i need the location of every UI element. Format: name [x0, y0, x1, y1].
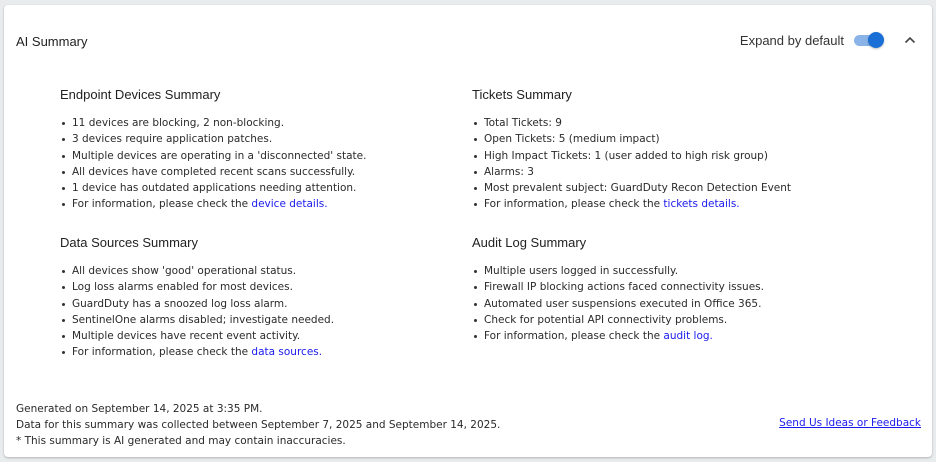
- collapse-button[interactable]: [902, 32, 918, 48]
- link-prefix: For information, please check the: [484, 330, 664, 343]
- tickets-details-link[interactable]: tickets details.: [663, 198, 740, 211]
- section-title: Audit Log Summary: [472, 235, 587, 250]
- list-item: Most prevalent subject: GuardDuty Recon Detection Event: [484, 180, 872, 196]
- section-title: Data Sources Summary: [60, 235, 198, 250]
- audit-log-list: [472, 263, 872, 344]
- link-prefix: For information, please check the: [72, 346, 252, 359]
- list-item: All devices have completed recent scans successfully.: [72, 164, 460, 180]
- section-title: Endpoint Devices Summary: [60, 87, 221, 102]
- card-title: AI Summary: [16, 34, 88, 49]
- data-sources-section: [60, 235, 460, 361]
- list-item: Automated user suspensions executed in Office 365.: [484, 296, 872, 312]
- ai-disclaimer: * This summary is AI generated and may contain inaccuracies.: [16, 435, 346, 447]
- list-item: Check for potential API connectivity problems.: [484, 312, 872, 328]
- list-item: Multiple users logged in successfully.: [484, 263, 872, 279]
- data-sources-list: [60, 263, 460, 361]
- chevron-up-icon: [904, 36, 916, 44]
- list-item: Multiple devices have recent event activity.: [72, 328, 460, 344]
- toggle-knob: [868, 32, 884, 48]
- tickets-section: [472, 87, 872, 213]
- list-item: [484, 328, 872, 344]
- list-item: [72, 344, 460, 360]
- expand-by-default-toggle[interactable]: [854, 32, 884, 48]
- link-prefix: For information, please check the: [484, 198, 664, 211]
- generated-timestamp: Generated on September 14, 2025 at 3:35 PM.: [16, 403, 263, 415]
- list-item: 11 devices are blocking, 2 non-blocking.: [72, 115, 460, 131]
- list-item: All devices show 'good' operational status.: [72, 263, 460, 279]
- expand-by-default-label: Expand by default: [739, 32, 844, 48]
- tickets-list: [472, 115, 872, 213]
- section-title: Tickets Summary: [472, 87, 572, 102]
- list-item: [72, 196, 460, 212]
- list-item: [484, 196, 872, 212]
- list-item: Firewall IP blocking actions faced connectivity issues.: [484, 279, 872, 295]
- list-item: Alarms: 3: [484, 164, 872, 180]
- audit-log-section: [472, 235, 872, 344]
- list-item: High Impact Tickets: 1 (user added to high risk group): [484, 148, 872, 164]
- footer-info: [16, 401, 500, 449]
- send-feedback-link[interactable]: Send Us Ideas or Feedback: [779, 417, 921, 429]
- list-item: Log loss alarms enabled for most devices.: [72, 279, 460, 295]
- list-item: 1 device has outdated applications needing attention.: [72, 180, 460, 196]
- data-sources-link[interactable]: data sources.: [251, 346, 323, 359]
- list-item: GuardDuty has a snoozed log loss alarm.: [72, 296, 460, 312]
- list-item: Multiple devices are operating in a 'disconnected' state.: [72, 148, 460, 164]
- endpoint-list: [60, 115, 460, 213]
- device-details-link[interactable]: device details.: [251, 198, 328, 211]
- header-controls: [740, 32, 918, 48]
- list-item: 3 devices require application patches.: [72, 131, 460, 147]
- ai-summary-card: [4, 5, 932, 457]
- link-prefix: For information, please check the: [72, 198, 252, 211]
- list-item: Total Tickets: 9: [484, 115, 872, 131]
- list-item: SentinelOne alarms disabled; investigate needed.: [72, 312, 460, 328]
- endpoint-devices-section: [60, 87, 460, 213]
- collection-range: Data for this summary was collected between September 7, 2025 and September 14, 2025.: [16, 419, 501, 431]
- audit-log-link[interactable]: audit log.: [663, 330, 713, 343]
- list-item: Open Tickets: 5 (medium impact): [484, 131, 872, 147]
